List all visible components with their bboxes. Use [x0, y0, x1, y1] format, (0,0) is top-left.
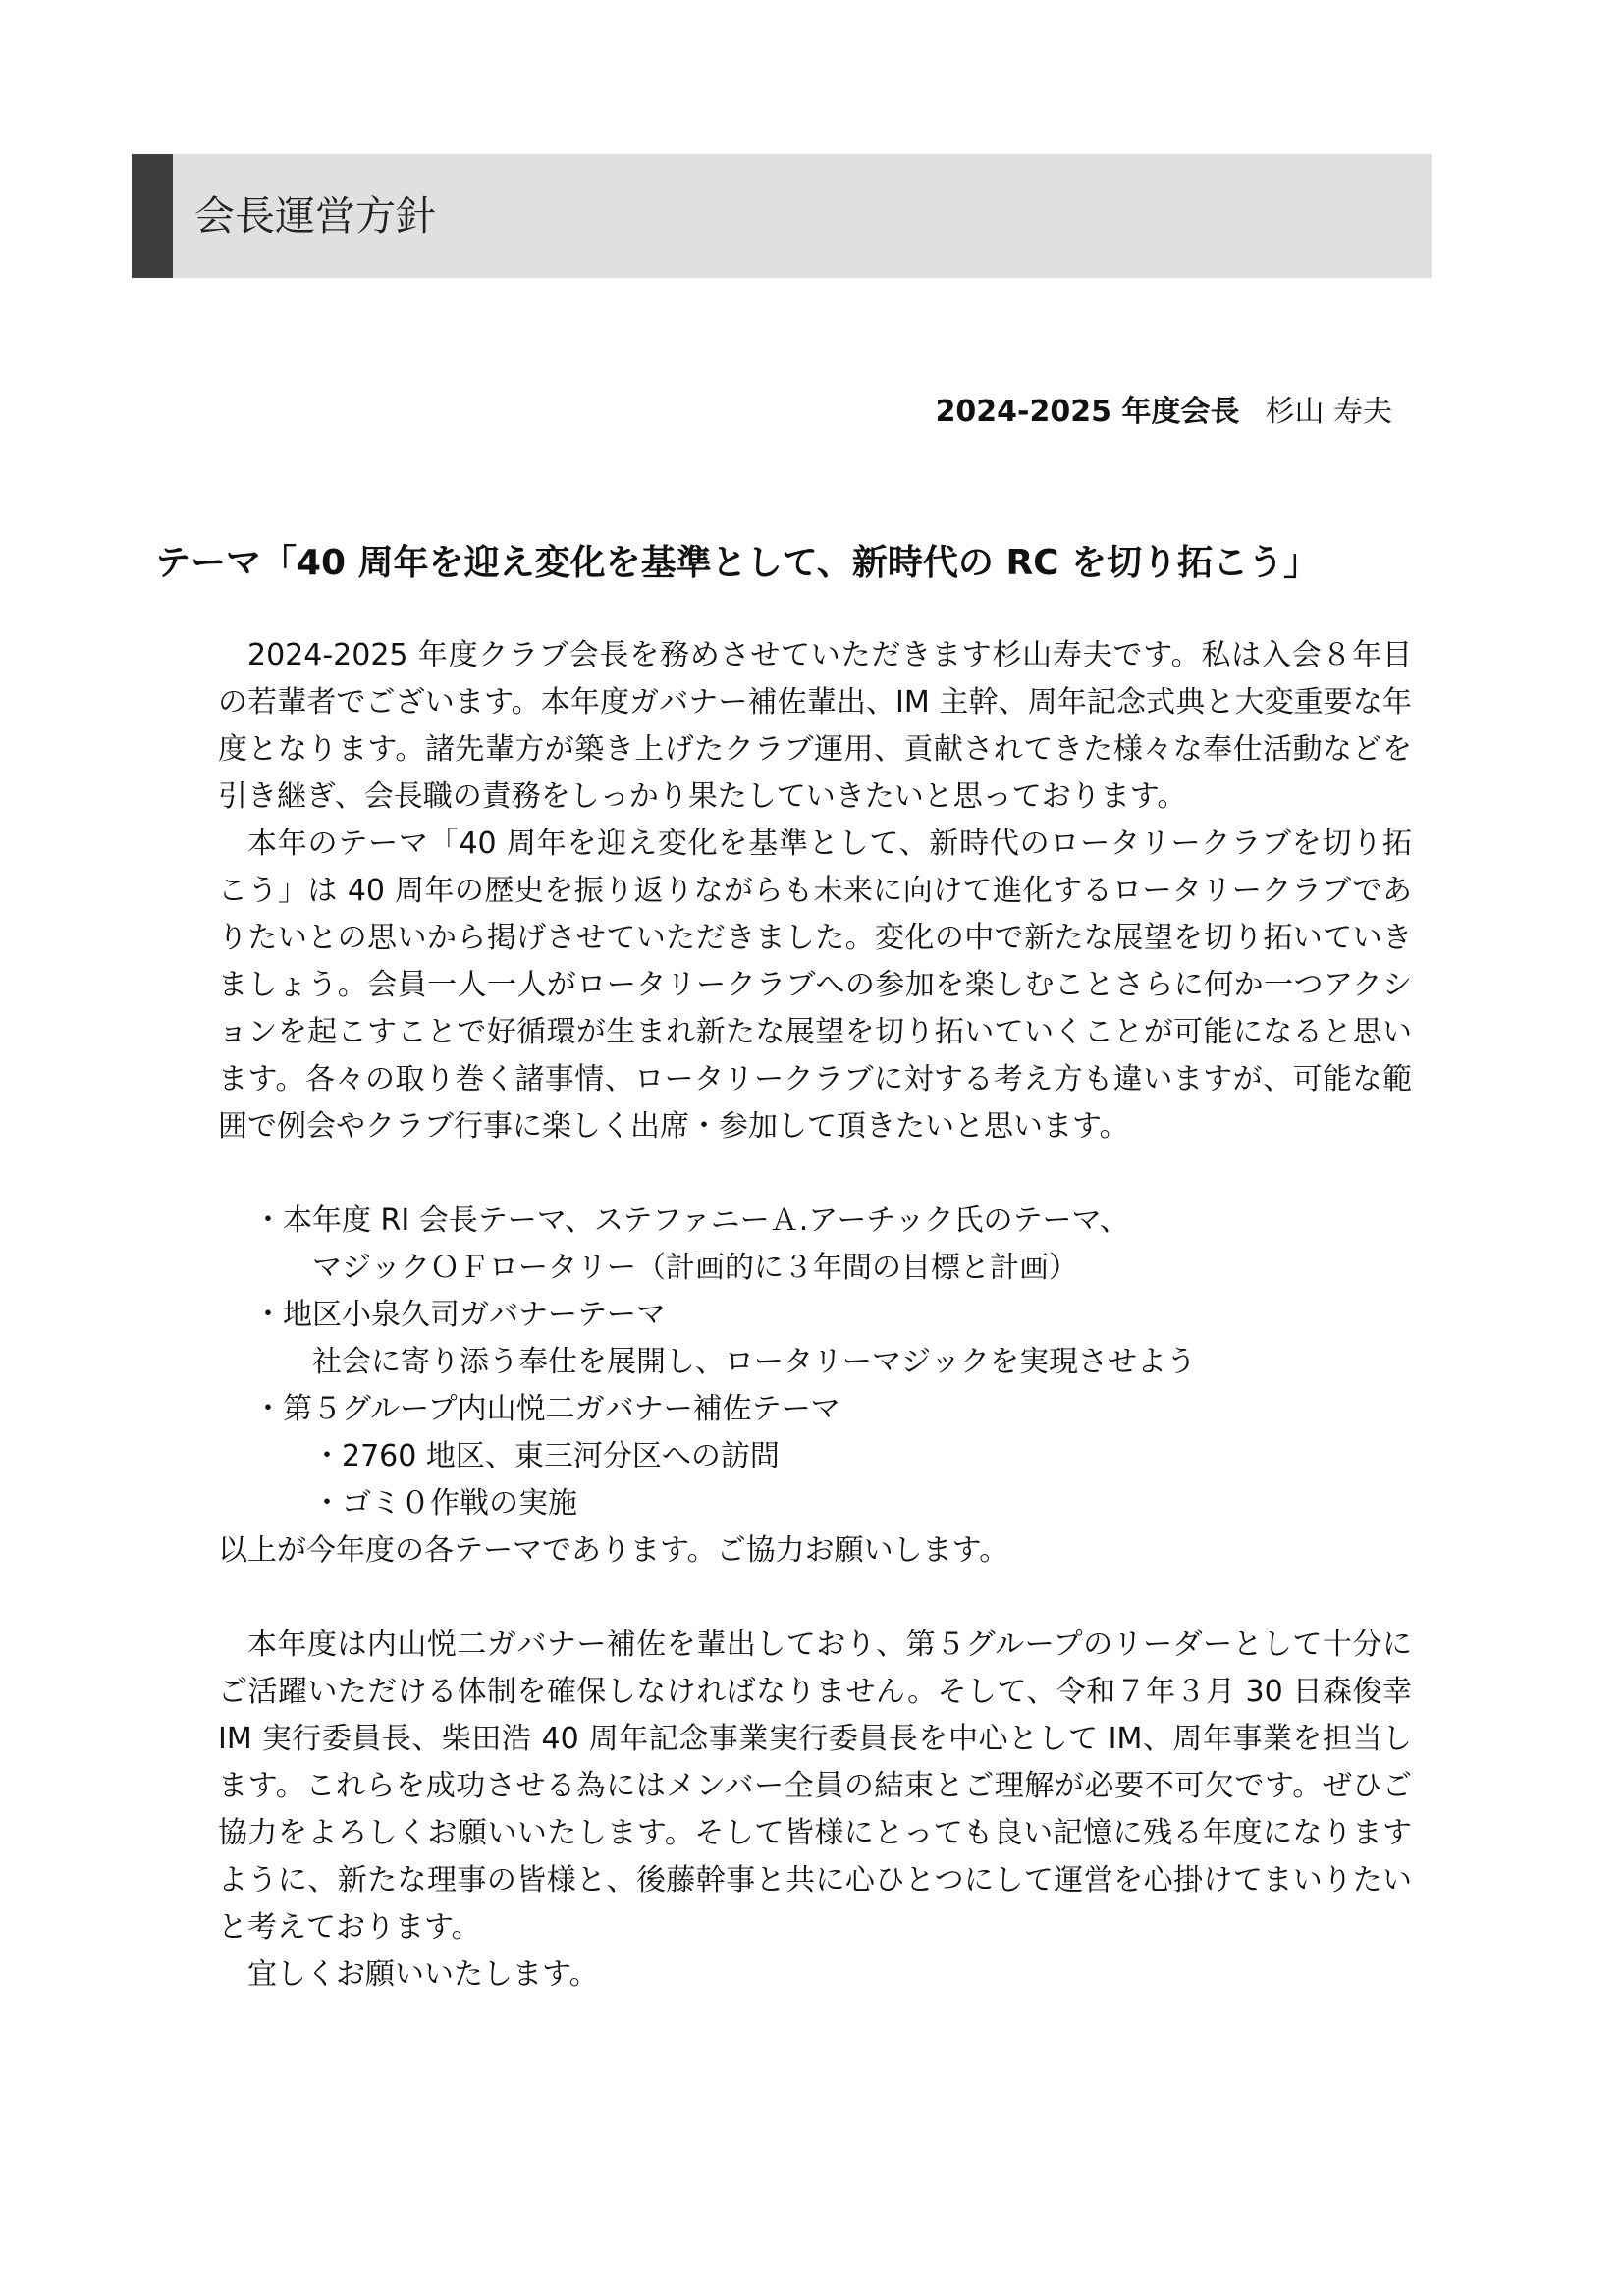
section-title: 会長運営方針: [194, 192, 436, 240]
theme-heading: テーマ「40 周年を迎え変化を基準として、新時代の RC を切り拓こう」: [155, 543, 1320, 583]
body-text: [218, 632, 1412, 1999]
spacer: [218, 1150, 1412, 1198]
spacer: [218, 1575, 1412, 1622]
paragraph-theme: 本年のテーマ「40 周年を迎え変化を基準として、新時代のロータリークラブを切り拓こう」は 40 周年の歴史を振り返りながらも未来に向けて進化するロータリークラブでありたいとの思いから掲げさせていただきました。変化の中で新たな展望を切り拓いていきましょう。会員一人一人がロータリークラブへの参加を楽しむことさらに何か一つアクションを起こすことで好循環が生まれ新たな展望を切り拓いていくことが可能になると思います。各々の取り巻く諸事情、ロータリークラブに対する考え方も違いますが、可能な範囲で例会やクラブ行事に楽しく出席・参加して頂きたいと思います。: [218, 827, 1412, 1144]
byline: [936, 391, 1392, 434]
byline-role: 2024-2025 年度会長: [935, 395, 1240, 429]
list-item-ri-theme: ・本年度 RI 会長テーマ、ステファニーＡ.アーチック氏のテーマ、: [253, 1203, 1129, 1238]
paragraph-intro: 2024-2025 年度クラブ会長を務めさせていただきます杉山寿夫です。私は入会８年目の若輩者でございます。本年度ガバナー補佐輩出、IM 主幹、周年記念式典と大変重要な年度となります。諸先輩方が築き上げたクラブ運用、貢献されてきた様々な奉仕活動などを引き継ぎ、会長職の責務をしっかり果たしていきたいと思っております。: [218, 638, 1412, 814]
list-subitem-zero-waste: ・ゴミ０作戦の実施: [312, 1486, 577, 1521]
byline-name: 杉山 寿夫: [1265, 395, 1392, 429]
section-header: [132, 154, 1432, 278]
list-item-group-theme: ・第５グループ内山悦二ガバナー補佐テーマ: [253, 1392, 840, 1426]
list-item-district-theme-detail: 社会に寄り添う奉仕を展開し、ロータリーマジックを実現させよう: [312, 1345, 1196, 1379]
list-item-district-theme: ・地区小泉久司ガバナーテーマ: [253, 1298, 666, 1332]
themes-list: [218, 1198, 1412, 1527]
paragraph-closing: 宜しくお願いいたします。: [247, 1957, 599, 1992]
themes-closing: 以上が今年度の各テーマであります。ご協力お願いします。: [218, 1533, 1009, 1568]
list-item-ri-theme-detail: マジックＯＦロータリー（計画的に３年間の目標と計画）: [312, 1251, 1078, 1285]
list-subitem-visit: ・2760 地区、東三河分区への訪問: [312, 1439, 780, 1473]
paragraph-governor-assistant: 本年度は内山悦二ガバナー補佐を輩出しており、第５グループのリーダーとして十分にご活躍いただける体制を確保しなければなりません。そして、令和７年３月 30 日森俊幸 IM 実行委員長、柴田浩 40 周年記念事業実行委員長を中心として IM、周年事業を担当します。これらを成功させる為にはメンバー全員の結束とご理解が必要不可欠です。ぜひご協力をよろしくお願いいたします。そして皆様にとっても良い記憶に残る年度になりますように、新たな理事の皆様と、後藤幹事と共に心ひとつにして運営を心掛けてまいりたいと考えております。: [218, 1628, 1412, 1945]
header-accent-bar: [132, 154, 173, 278]
